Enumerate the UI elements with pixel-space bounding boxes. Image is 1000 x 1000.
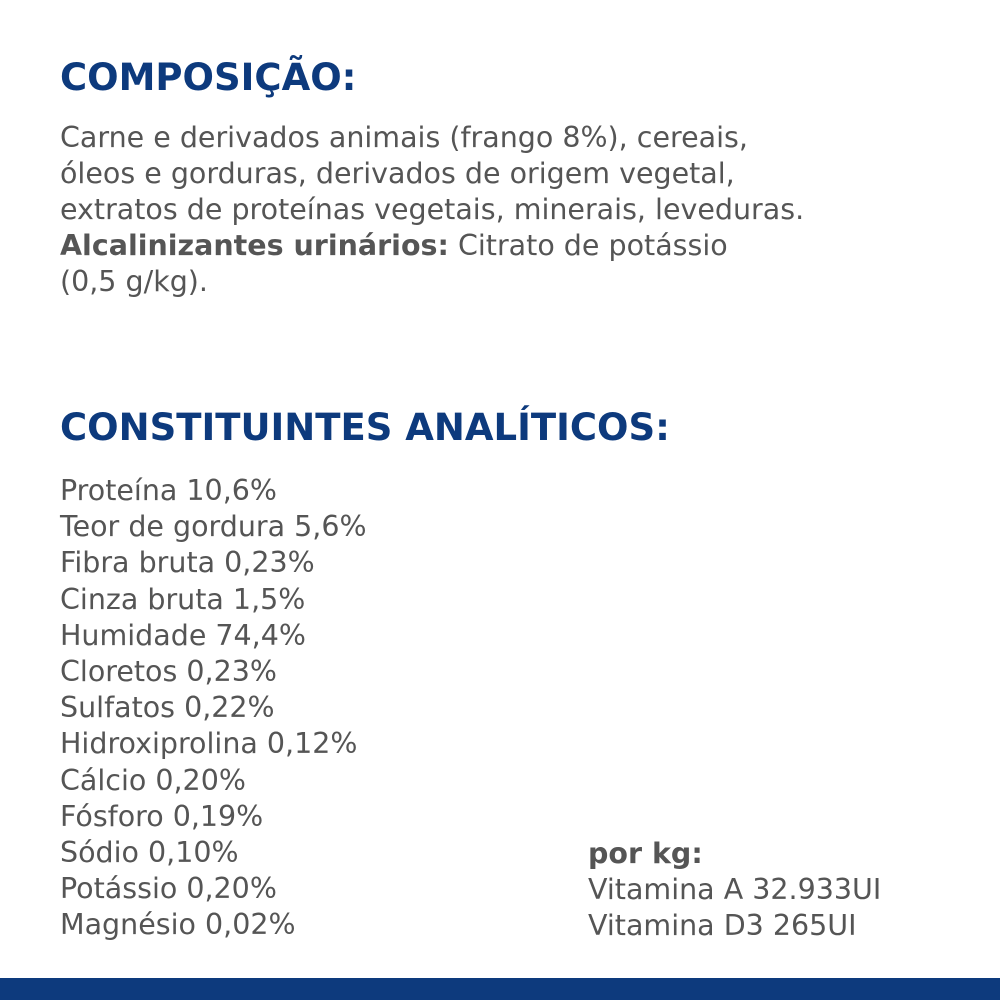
bottom-brand-bar bbox=[0, 978, 1000, 1000]
additive-value: Citrato de potássio bbox=[448, 229, 728, 262]
composition-line-5: (0,5 g/kg). bbox=[60, 265, 208, 298]
analytical-item: Sulfatos 0,22% bbox=[60, 691, 275, 725]
additive-label: Alcalinizantes urinários: bbox=[60, 229, 449, 262]
vitamin-d3: Vitamina D3 265UI bbox=[588, 909, 857, 942]
analytical-item: Humidade 74,4% bbox=[60, 618, 306, 652]
analytical-item: Fósforo 0,19% bbox=[60, 799, 264, 833]
composition-text bbox=[60, 120, 960, 300]
analytical-item: Teor de gordura 5,6% bbox=[60, 510, 367, 544]
composition-line-4 bbox=[60, 228, 960, 264]
analytical-list bbox=[60, 473, 367, 943]
per-kg-label: por kg: bbox=[588, 837, 703, 870]
composition-heading: COMPOSIÇÃO: bbox=[60, 56, 357, 99]
analytical-item: Sódio 0,10% bbox=[60, 835, 239, 869]
per-kg-block bbox=[588, 836, 881, 944]
analytical-item: Fibra bruta 0,23% bbox=[60, 546, 315, 580]
vitamin-a: Vitamina A 32.933UI bbox=[588, 873, 882, 906]
analytical-item: Proteína 10,6% bbox=[60, 474, 277, 507]
analytical-item: Cálcio 0,20% bbox=[60, 763, 246, 797]
analytical-item: Hidroxiprolina 0,12% bbox=[60, 727, 358, 761]
analytical-item: Cinza bruta 1,5% bbox=[60, 582, 306, 616]
analytical-item: Potássio 0,20% bbox=[60, 872, 277, 906]
analytical-heading: CONSTITUINTES ANALÍTICOS: bbox=[60, 406, 670, 449]
analytical-item: Magnésio 0,02% bbox=[60, 908, 296, 942]
composition-line-2: óleos e gorduras, derivados de origem vegetal, bbox=[60, 157, 735, 190]
analytical-item: Cloretos 0,23% bbox=[60, 654, 277, 688]
composition-line-1: Carne e derivados animais (frango 8%), cereais, bbox=[60, 121, 748, 154]
composition-line-3: extratos de proteínas vegetais, minerais, leveduras. bbox=[60, 193, 805, 226]
